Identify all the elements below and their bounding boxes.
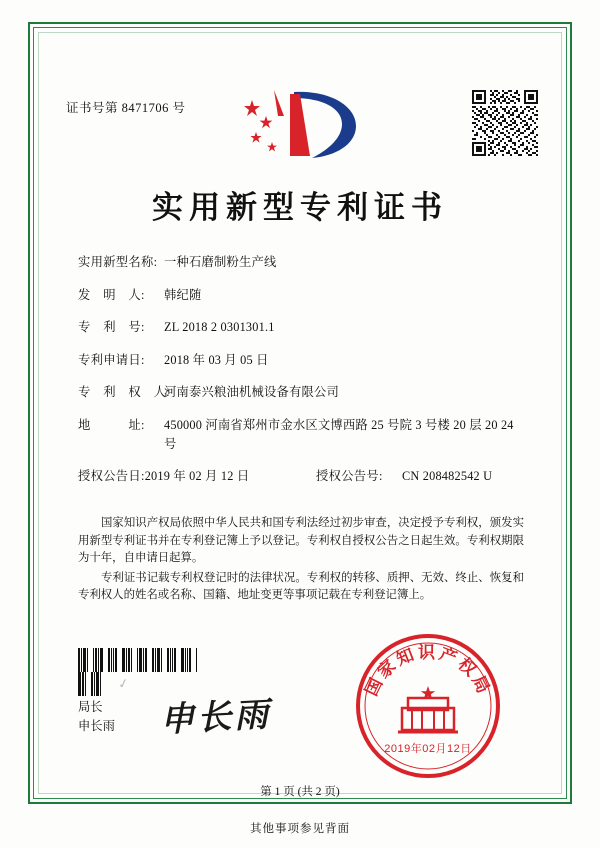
field-value-grant-number: CN 208482542 U [402, 469, 493, 483]
field-value: 一种石磨制粉生产线 [164, 255, 277, 269]
field-value-grant-date: 2019 年 02 月 12 日 [144, 469, 250, 483]
director-block [78, 698, 115, 736]
field-patent-number [78, 318, 524, 337]
page-title: 实用新型专利证书 [152, 190, 448, 225]
field-inventor [78, 286, 524, 305]
field-application-date [78, 351, 524, 370]
director-label: 局长 [78, 700, 103, 714]
page-number: 第 1 页 (共 2 页) [260, 786, 340, 798]
seal-date: 2019年02月12日 [384, 743, 472, 755]
field-label: 专利申请日: [78, 352, 145, 367]
field-label: 专 利 权 人: [78, 385, 170, 399]
barcode [78, 648, 198, 672]
field-label: 发 明 人: [78, 287, 145, 302]
field-value: 2018 年 03 月 05 日 [164, 352, 269, 367]
field-label: 专 利 号: [78, 320, 145, 334]
footer-note: 其他事项参见背面 [250, 823, 350, 835]
field-value: ZL 2018 2 0301301.1 [164, 320, 275, 334]
field-utility-model-name [78, 253, 524, 272]
field-address [78, 416, 524, 454]
field-label: 实用新型名称: [78, 255, 158, 269]
field-value: 河南泰兴粮油机械设备有限公司 [164, 385, 339, 399]
certificate-number: 证书号第 8471706 号 [66, 101, 186, 115]
handwritten-mark: ✓ [116, 675, 131, 692]
patent-fields [78, 253, 524, 500]
legal-text [78, 515, 524, 607]
director-signature: 申长雨 [159, 696, 273, 740]
field-label-grant-number: 授权公告号: [316, 469, 383, 483]
director-name: 申长雨 [78, 719, 115, 733]
official-seal [352, 630, 504, 782]
field-label-grant-date: 授权公告日: [78, 469, 145, 483]
field-patentee [78, 383, 524, 402]
field-label: 地 址: [78, 417, 145, 432]
field-grant-row [78, 467, 524, 486]
field-value: 韩纪随 [164, 287, 202, 302]
svg-text:国家知识产权局: 国家知识产权局 [361, 643, 495, 699]
legal-paragraph-1: 国家知识产权局依照中华人民共和国专利法经过初步审查，决定授予专利权，颁发实用新型专利证书并在专利登记簿上予以登记。专利权自授权公告之日起生效。专利权期限为十年，自申请日起算。 [78, 517, 524, 565]
qr-code-icon [472, 90, 538, 156]
legal-paragraph-2: 专利证书记载专利权登记时的法律状况。专利权的转移、质押、无效、终止、恢复和专利权人的姓名或名称、国籍、地址变更等事项记载在专利登记簿上。 [78, 571, 524, 602]
field-value: 450000 河南省郑州市金水区文博西路 25 号院 3 号楼 20 层 20 24 号 [164, 417, 514, 451]
patent-office-logo-icon [238, 86, 362, 162]
